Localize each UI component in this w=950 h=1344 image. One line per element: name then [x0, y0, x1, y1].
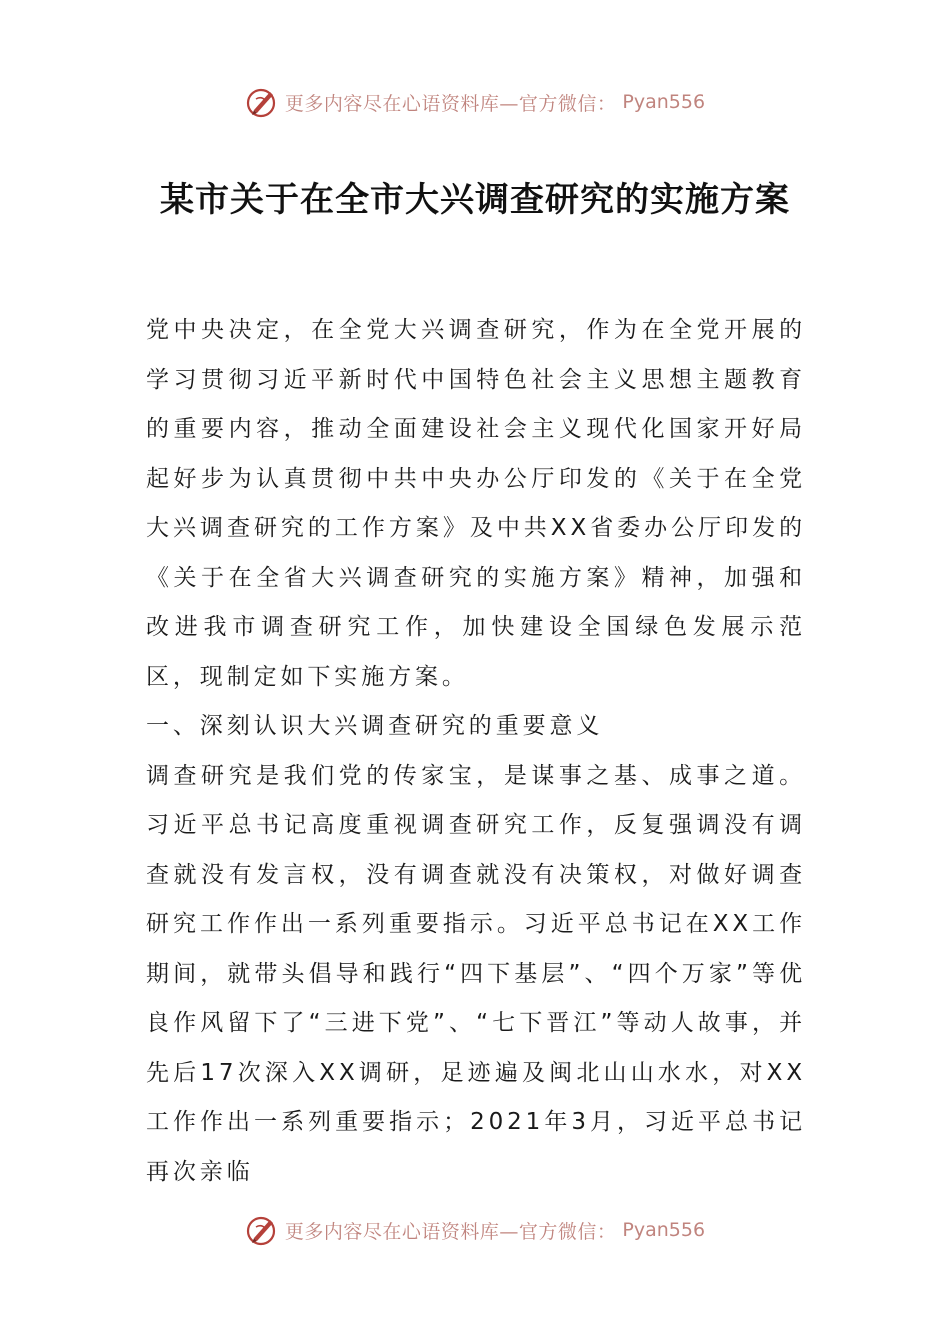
document-title: 某市关于在全市大兴调查研究的实施方案 [160, 180, 790, 220]
watermark-wechat-id: Pyan556 [622, 1219, 706, 1241]
pen-circle-logo-icon [245, 85, 279, 119]
watermark-text: 更多内容尽在心语资料库—官方微信： [284, 92, 617, 115]
watermark-wechat-id: Pyan556 [622, 91, 706, 113]
document-body [146, 306, 806, 1197]
watermark-text: 更多内容尽在心语资料库—官方微信： [284, 1220, 617, 1243]
section-heading: 一、深刻认识大兴调查研究的重要意义 [146, 713, 604, 739]
footer-watermark [0, 1210, 950, 1250]
body-paragraph: 调查研究是我们党的传家宝，是谋事之基、成事之道。习近平总书记高度重视调查研究工作，反复强调没有调查就没有发言权，没有调查就没有决策权，对做好调查研究工作作出一系列重要指示。习近平总书记在XX工作期间，就带头倡导和践行“四下基层”、“四个万家”等优良作风留下了“三进下党”、“七下晋江”等动人故事，并先后17次深入XX调研，足迹遍及闽北山山水水，对XX工作作出一系列重要指示；2021年3月，习近平总书记再次亲临 [146, 762, 806, 1185]
pen-circle-logo-icon [245, 1213, 279, 1247]
header-watermark [0, 82, 950, 122]
body-paragraph: 党中央决定，在全党大兴调查研究，作为在全党开展的学习贯彻习近平新时代中国特色社会主义思想主题教育的重要内容，推动全面建设社会主义现代化国家开好局起好步为认真贯彻中共中央办公厅印发的《关于在全党大兴调查研究的工作方案》及中共XX省委办公厅印发的《关于在全省大兴调查研究的实施方案》精神，加强和改进我市调查研究工作，加快建设全国绿色发展示范区，现制定如下实施方案。 [146, 317, 806, 690]
